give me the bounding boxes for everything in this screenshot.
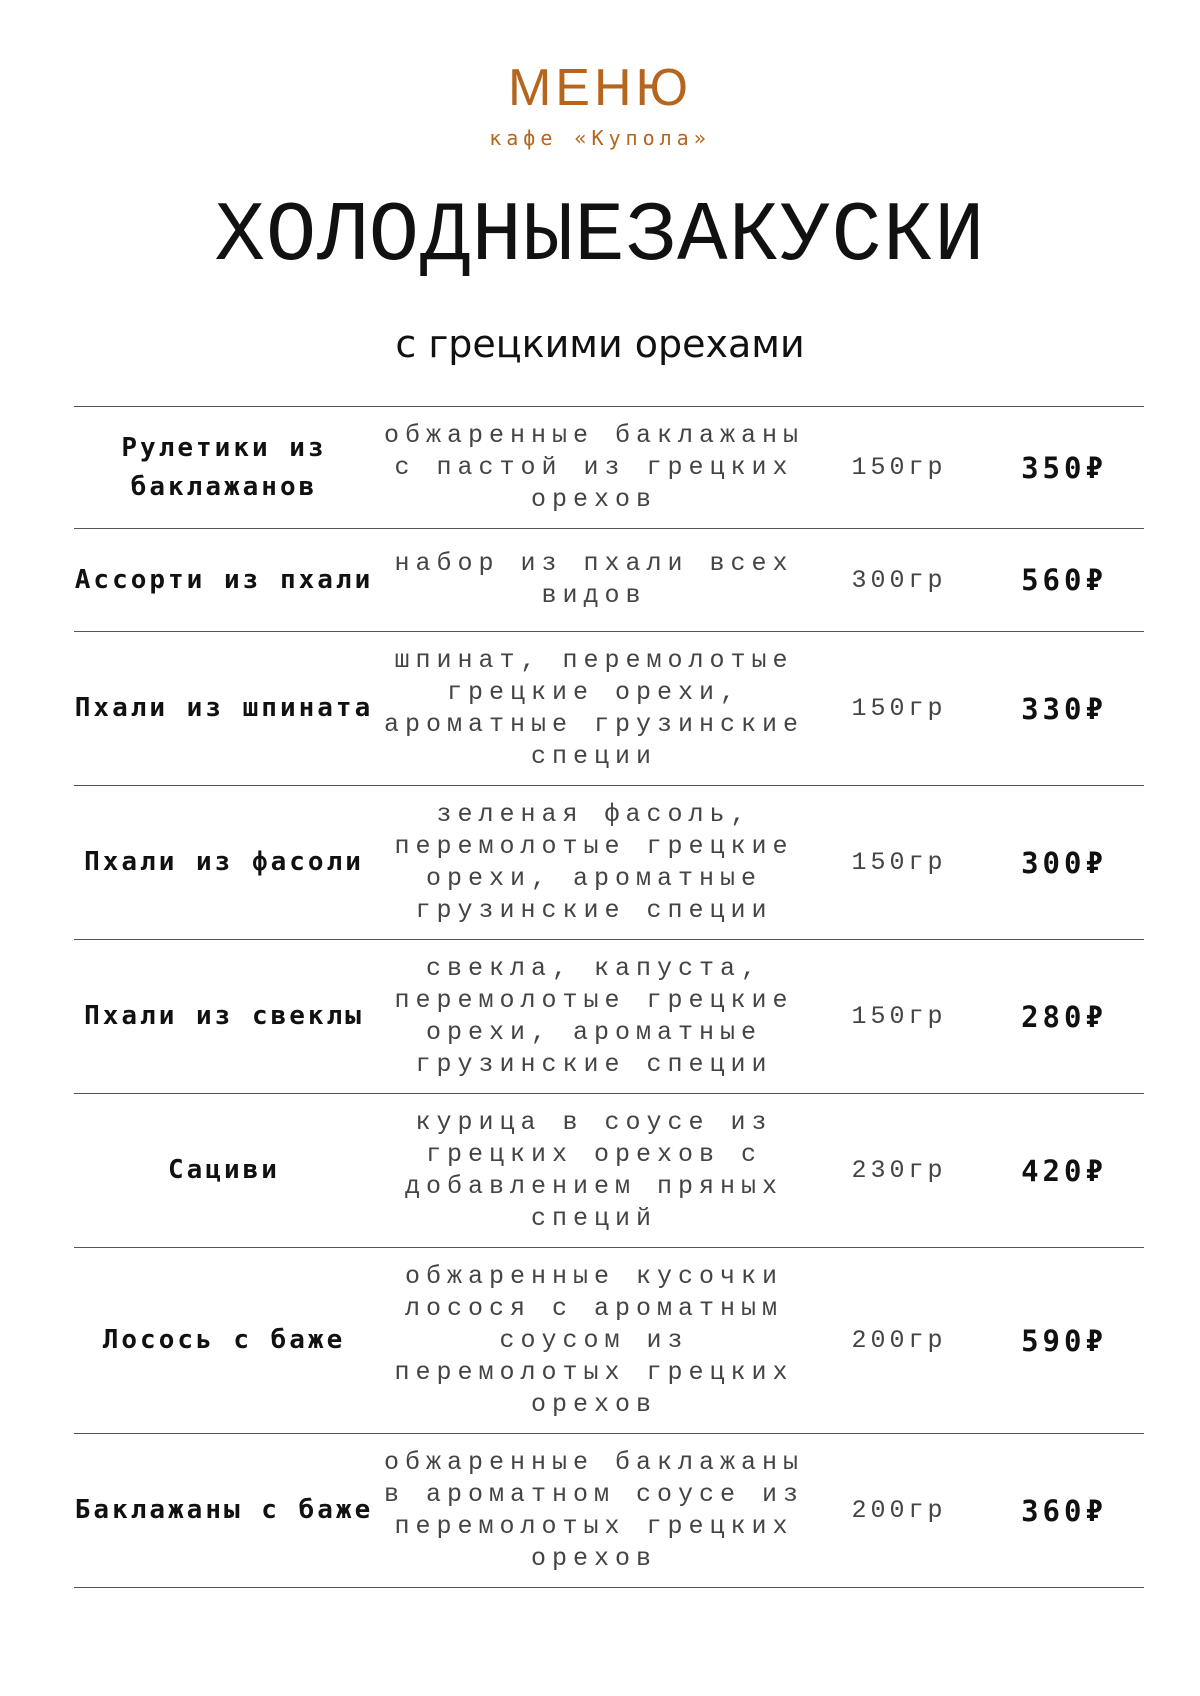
dish-price: 420₽ (1021, 1153, 1107, 1188)
section-title: ХОЛОДНЫЕЗАКУСКИ (214, 190, 986, 285)
dish-description: зеленая фасоль, перемолотые грецкие орехи, ароматные грузинские специи (394, 799, 794, 925)
menu-row (74, 786, 1144, 940)
menu-row (74, 407, 1144, 529)
dish-name: Баклажаны с баже (74, 1495, 374, 1525)
dish-weight: 300гр (851, 565, 947, 595)
dish-price: 560₽ (1021, 563, 1107, 597)
dish-weight: 150гр (851, 1002, 947, 1031)
menu-row (74, 1094, 1144, 1248)
dish-weight: 200гр (851, 1326, 947, 1355)
dish-weight: 150гр (851, 694, 947, 723)
dish-description: обжаренные баклажаны с пастой из грецких орехов (383, 420, 805, 514)
dish-weight: 150гр (851, 848, 947, 877)
dish-price: 590₽ (1021, 1323, 1107, 1358)
dish-price: 360₽ (1021, 1493, 1107, 1528)
dish-name: Сациви (168, 1155, 280, 1185)
dish-name: Пхали из шпината (74, 693, 374, 723)
dish-description: обжаренные баклажаны в ароматном соусе из перемолотых грецких орехов (383, 1447, 805, 1573)
dish-description: обжаренные кусочки лосося с ароматным соусом из перемолотых грецких орехов (394, 1261, 794, 1419)
dish-weight: 230гр (851, 1156, 947, 1185)
menu-title: МЕНЮ (507, 59, 693, 117)
dish-price: 330₽ (1021, 691, 1107, 726)
dish-description: шпинат, перемолотые грецкие орехи, ароматные грузинские специи (383, 645, 805, 771)
menu-row (74, 1434, 1144, 1588)
menu-row (74, 529, 1144, 632)
dish-weight: 200гр (851, 1496, 947, 1525)
dish-name: Пхали из фасоли (84, 847, 364, 877)
menu-row (74, 940, 1144, 1094)
menu-table (74, 406, 1144, 1588)
dish-description: свекла, капуста, перемолотые грецкие орехи, ароматные грузинские специи (394, 953, 794, 1079)
dish-name: Лосось с баже (102, 1325, 346, 1355)
dish-weight: 150гр (851, 453, 947, 482)
dish-price: 280₽ (1021, 999, 1107, 1034)
menu-row (74, 1248, 1144, 1434)
dish-description: курица в соусе из грецких орехов с добавлением пряных специй (404, 1107, 784, 1233)
dish-price: 300₽ (1021, 845, 1107, 880)
dish-name: Ассорти из пхали (74, 564, 374, 595)
dish-name: Пхали из свеклы (84, 1001, 364, 1031)
dish-price: 350₽ (1021, 450, 1107, 485)
section-subtitle: с грецкими орехами (395, 322, 805, 366)
cafe-name: кафе «Купола» (489, 126, 711, 150)
dish-description: набор из пхали всех видов (394, 549, 794, 610)
dish-name: Рулетики из баклажанов (121, 432, 327, 502)
menu-row (74, 632, 1144, 786)
